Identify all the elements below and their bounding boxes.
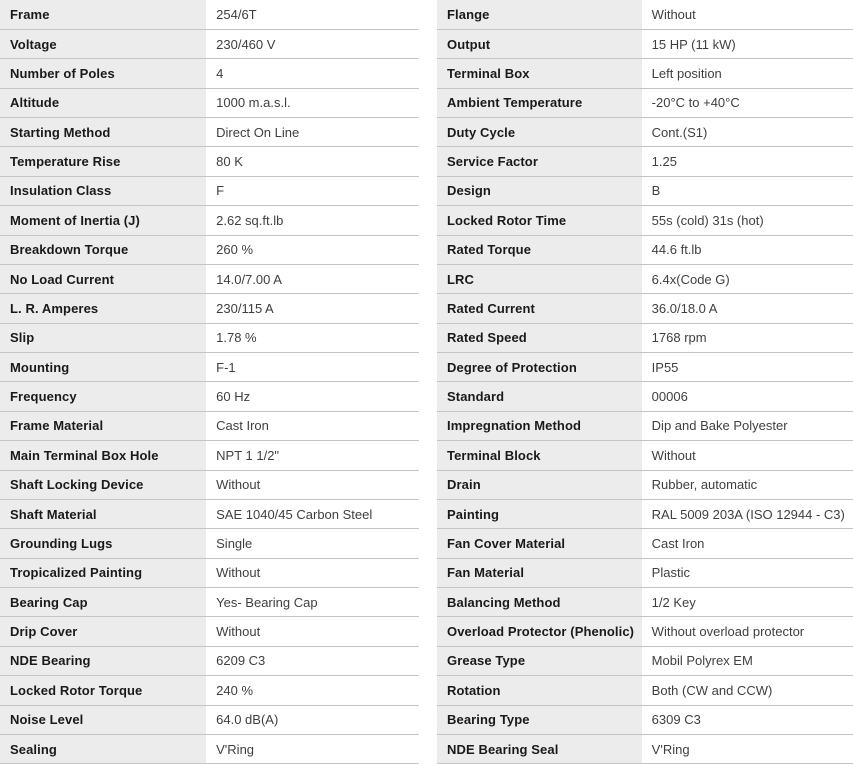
spec-label: Noise Level — [0, 705, 206, 734]
spec-value: 230/115 A — [206, 294, 419, 323]
spec-row — [0, 734, 419, 763]
spec-row — [437, 734, 853, 763]
spec-row — [0, 294, 419, 323]
spec-row — [437, 206, 853, 235]
spec-value: 1/2 Key — [642, 588, 853, 617]
spec-row — [437, 264, 853, 293]
spec-row — [0, 0, 419, 29]
spec-row — [0, 176, 419, 205]
spec-value: 64.0 dB(A) — [206, 705, 419, 734]
spec-row — [0, 206, 419, 235]
spec-value: Single — [206, 529, 419, 558]
spec-label: Rated Speed — [437, 323, 642, 352]
spec-value: Without — [206, 470, 419, 499]
spec-label: No Load Current — [0, 264, 206, 293]
spec-label: Insulation Class — [0, 176, 206, 205]
spec-row — [437, 176, 853, 205]
spec-label: NDE Bearing Seal — [437, 734, 642, 763]
spec-label: Degree of Protection — [437, 353, 642, 382]
spec-row — [0, 88, 419, 117]
spec-row — [0, 617, 419, 646]
spec-label: Bearing Cap — [0, 588, 206, 617]
spec-label: NDE Bearing — [0, 646, 206, 675]
spec-value: 6209 C3 — [206, 646, 419, 675]
spec-label: Ambient Temperature — [437, 88, 642, 117]
spec-label: Flange — [437, 0, 642, 29]
spec-value: 6309 C3 — [642, 705, 853, 734]
spec-value: Cast Iron — [206, 411, 419, 440]
spec-table-right-body — [437, 0, 853, 764]
spec-value: V'Ring — [206, 734, 419, 763]
spec-value: V'Ring — [642, 734, 853, 763]
spec-row — [437, 118, 853, 147]
spec-value: 36.0/18.0 A — [642, 294, 853, 323]
spec-label: Impregnation Method — [437, 411, 642, 440]
spec-row — [437, 88, 853, 117]
spec-row — [437, 646, 853, 675]
spec-value: Both (CW and CCW) — [642, 676, 853, 705]
spec-row — [437, 323, 853, 352]
spec-label: Painting — [437, 499, 642, 528]
spec-row — [437, 382, 853, 411]
spec-value: B — [642, 176, 853, 205]
spec-label: Terminal Block — [437, 441, 642, 470]
spec-value: F — [206, 176, 419, 205]
spec-row — [0, 411, 419, 440]
spec-value: 240 % — [206, 676, 419, 705]
spec-value: F-1 — [206, 353, 419, 382]
spec-label: Shaft Locking Device — [0, 470, 206, 499]
spec-label: Shaft Material — [0, 499, 206, 528]
spec-value: NPT 1 1/2" — [206, 441, 419, 470]
spec-value: Without — [206, 617, 419, 646]
spec-value: 15 HP (11 kW) — [642, 29, 853, 58]
spec-label: Moment of Inertia (J) — [0, 206, 206, 235]
spec-row — [0, 353, 419, 382]
spec-label: Bearing Type — [437, 705, 642, 734]
spec-value: Plastic — [642, 558, 853, 587]
spec-row — [437, 147, 853, 176]
spec-value: Mobil Polyrex EM — [642, 646, 853, 675]
spec-label: Overload Protector (Phenolic) — [437, 617, 642, 646]
spec-value: 60 Hz — [206, 382, 419, 411]
spec-value: SAE 1040/45 Carbon Steel — [206, 499, 419, 528]
spec-value: Cast Iron — [642, 529, 853, 558]
spec-row — [0, 264, 419, 293]
spec-row — [0, 29, 419, 58]
spec-row — [437, 676, 853, 705]
spec-value: 1000 m.a.s.l. — [206, 88, 419, 117]
spec-row — [437, 235, 853, 264]
spec-label: Slip — [0, 323, 206, 352]
spec-table-left — [0, 0, 419, 764]
spec-row — [0, 499, 419, 528]
spec-value: 1.78 % — [206, 323, 419, 352]
spec-label: Design — [437, 176, 642, 205]
spec-label: LRC — [437, 264, 642, 293]
spec-value: Without — [642, 441, 853, 470]
spec-label: Balancing Method — [437, 588, 642, 617]
spec-row — [437, 353, 853, 382]
spec-label: Grease Type — [437, 646, 642, 675]
spec-row — [0, 323, 419, 352]
spec-label: Grounding Lugs — [0, 529, 206, 558]
spec-label: Locked Rotor Torque — [0, 676, 206, 705]
spec-value: 4 — [206, 59, 419, 88]
spec-row — [0, 235, 419, 264]
spec-value: Left position — [642, 59, 853, 88]
spec-row — [437, 470, 853, 499]
spec-label: Frame — [0, 0, 206, 29]
spec-value: 44.6 ft.lb — [642, 235, 853, 264]
spec-row — [437, 499, 853, 528]
spec-value: 00006 — [642, 382, 853, 411]
spec-row — [0, 529, 419, 558]
spec-label: Breakdown Torque — [0, 235, 206, 264]
spec-label: Fan Cover Material — [437, 529, 642, 558]
spec-row — [0, 558, 419, 587]
spec-value: 55s (cold) 31s (hot) — [642, 206, 853, 235]
spec-label: Frame Material — [0, 411, 206, 440]
spec-label: Rated Torque — [437, 235, 642, 264]
spec-label: Altitude — [0, 88, 206, 117]
spec-row — [0, 676, 419, 705]
spec-label: Locked Rotor Time — [437, 206, 642, 235]
spec-value: Yes- Bearing Cap — [206, 588, 419, 617]
spec-value: 6.4x(Code G) — [642, 264, 853, 293]
spec-value: Dip and Bake Polyester — [642, 411, 853, 440]
spec-value: 2.62 sq.ft.lb — [206, 206, 419, 235]
spec-value: 80 K — [206, 147, 419, 176]
spec-value: 254/6T — [206, 0, 419, 29]
spec-label: Main Terminal Box Hole — [0, 441, 206, 470]
spec-row — [437, 411, 853, 440]
spec-value: Without overload protector — [642, 617, 853, 646]
spec-label: Service Factor — [437, 147, 642, 176]
spec-label: Sealing — [0, 734, 206, 763]
spec-row — [437, 558, 853, 587]
spec-row — [0, 705, 419, 734]
spec-row — [437, 0, 853, 29]
spec-table-left-body — [0, 0, 419, 764]
spec-value: 260 % — [206, 235, 419, 264]
spec-row — [437, 29, 853, 58]
spec-label: Starting Method — [0, 118, 206, 147]
spec-row — [437, 59, 853, 88]
spec-label: Standard — [437, 382, 642, 411]
spec-label: Number of Poles — [0, 59, 206, 88]
spec-row — [0, 382, 419, 411]
spec-value: Without — [206, 558, 419, 587]
spec-label: Fan Material — [437, 558, 642, 587]
spec-row — [437, 617, 853, 646]
spec-label: Terminal Box — [437, 59, 642, 88]
spec-value: 14.0/7.00 A — [206, 264, 419, 293]
spec-label: Drip Cover — [0, 617, 206, 646]
spec-row — [0, 441, 419, 470]
spec-row — [437, 441, 853, 470]
spec-label: Tropicalized Painting — [0, 558, 206, 587]
spec-value: Direct On Line — [206, 118, 419, 147]
spec-value: Rubber, automatic — [642, 470, 853, 499]
spec-label: L. R. Amperes — [0, 294, 206, 323]
spec-row — [0, 588, 419, 617]
spec-row — [0, 59, 419, 88]
spec-label: Temperature Rise — [0, 147, 206, 176]
spec-label: Rated Current — [437, 294, 642, 323]
spec-label: Duty Cycle — [437, 118, 642, 147]
spec-value: RAL 5009 203A (ISO 12944 - C3) — [642, 499, 853, 528]
spec-table-right — [437, 0, 853, 764]
spec-row — [437, 529, 853, 558]
spec-label: Frequency — [0, 382, 206, 411]
spec-value: 230/460 V — [206, 29, 419, 58]
spec-label: Output — [437, 29, 642, 58]
spec-row — [0, 147, 419, 176]
spec-value: -20°C to +40°C — [642, 88, 853, 117]
spec-label: Voltage — [0, 29, 206, 58]
spec-label: Drain — [437, 470, 642, 499]
spec-label: Mounting — [0, 353, 206, 382]
spec-row — [437, 705, 853, 734]
spec-row — [0, 646, 419, 675]
spec-value: 1.25 — [642, 147, 853, 176]
spec-row — [0, 470, 419, 499]
spec-label: Rotation — [437, 676, 642, 705]
spec-value: Cont.(S1) — [642, 118, 853, 147]
spec-row — [437, 294, 853, 323]
spec-row — [437, 588, 853, 617]
spec-row — [0, 118, 419, 147]
spec-value: Without — [642, 0, 853, 29]
spec-value: IP55 — [642, 353, 853, 382]
spec-value: 1768 rpm — [642, 323, 853, 352]
